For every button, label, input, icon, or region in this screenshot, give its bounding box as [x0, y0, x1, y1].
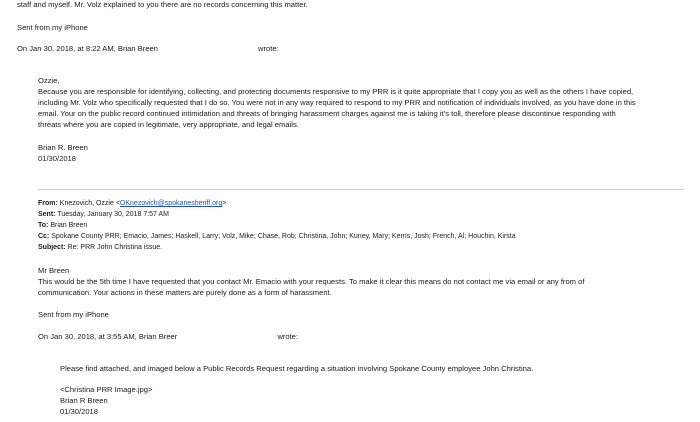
redacted-email — [177, 333, 277, 341]
quote-paragraph-line: Because you are responsible for identifying, collecting, and protecting documents responsive to my PRR is it quite appropriate that I copy you as well as the others I have copied, — [38, 87, 634, 96]
quote-paragraph-line: email. Your on the public record continued intimidation and threats of bringing harassment charges against me is taking it’s toll, therefore please discontinue responding with — [38, 109, 616, 118]
quote-line: Please find attached, and imaged below a Public Records Request regarding a situation involving Spokane County employee John Christina. — [60, 364, 534, 373]
signature-sent-from: Sent from my iPhone — [38, 310, 109, 319]
subject-label: Subject: — [38, 244, 66, 251]
from-close: > — [222, 200, 227, 207]
reply-salutation: Mr Breen — [38, 266, 70, 275]
attribution-text: On Jan 30, 2018, at 3:55 AM, Brian Breer — [38, 332, 178, 341]
from-email-link[interactable]: OKnezovich@spokanesheriff.org — [119, 200, 223, 207]
cc-value: Spokane County PRR; Emacio, James; Haskell, Larry; Volz, Mike; Chase, Rob; Christina, John; Kuney, Mary; Kerns, Josh; French, Al; Houchin, Kirsta — [51, 233, 516, 240]
sent-value: Tuesday, January 30, 2018 7:57 AM — [57, 211, 170, 218]
quote-paragraph-line: threats where you are copied in legitimate, very appropriate, and legal emails. — [38, 120, 299, 129]
attribution-wrote: wrote: — [277, 332, 298, 341]
header-to — [38, 221, 87, 231]
header-sent — [38, 210, 169, 220]
signature-date: 01/30/2018 — [38, 154, 77, 163]
header-cc — [38, 232, 516, 242]
cc-label: Cc: — [38, 233, 50, 240]
attachment-reference: <Christina PRR Image.jpg> — [60, 385, 153, 394]
signature-date: 01/30/2018 — [60, 407, 99, 416]
redacted-email — [158, 45, 258, 53]
sent-label: Sent: — [38, 211, 56, 218]
from-label: From: — [38, 200, 58, 207]
signature-name: Brian R. Breen — [38, 143, 88, 152]
quote-greeting: Ozzie, — [38, 76, 60, 85]
quote-paragraph-line: including Mr. Volz who specifically requested that I do so. You were not in any way required to respond to my PRR and notification of individuals involved, as you have done in this — [38, 98, 636, 107]
header-subject — [38, 243, 162, 253]
from-name: Knezovich, Ozzie < — [59, 200, 120, 207]
reply-line: communication. Your actions in these matters are purely done as a form of harassment. — [38, 288, 332, 297]
header-from — [38, 199, 226, 209]
signature-sent-from: Sent from my iPhone — [17, 23, 88, 32]
attribution-wrote: wrote: — [258, 44, 279, 53]
separator-line — [38, 189, 684, 190]
quote-attribution — [17, 44, 279, 54]
quote-attribution — [38, 332, 298, 342]
signature-name: Brian R Breen — [60, 396, 108, 405]
to-label: To: — [38, 222, 49, 229]
body-text: staff and myself. Mr. Volz explained to you there are no records concerning this matter. — [17, 0, 308, 9]
to-value: Brian Breen — [50, 222, 88, 229]
reply-line: This w⁠ould be the 5th time I have requested that you contact Mr. Emacio with your requests. To make it clear this means do not contact me via email or any from of — [38, 277, 585, 286]
subject-value: Re: PRR John Christina issue. — [67, 244, 163, 251]
attribution-text: On Jan 30, 2018, at 8:22 AM, Brian Breen — [17, 44, 158, 53]
